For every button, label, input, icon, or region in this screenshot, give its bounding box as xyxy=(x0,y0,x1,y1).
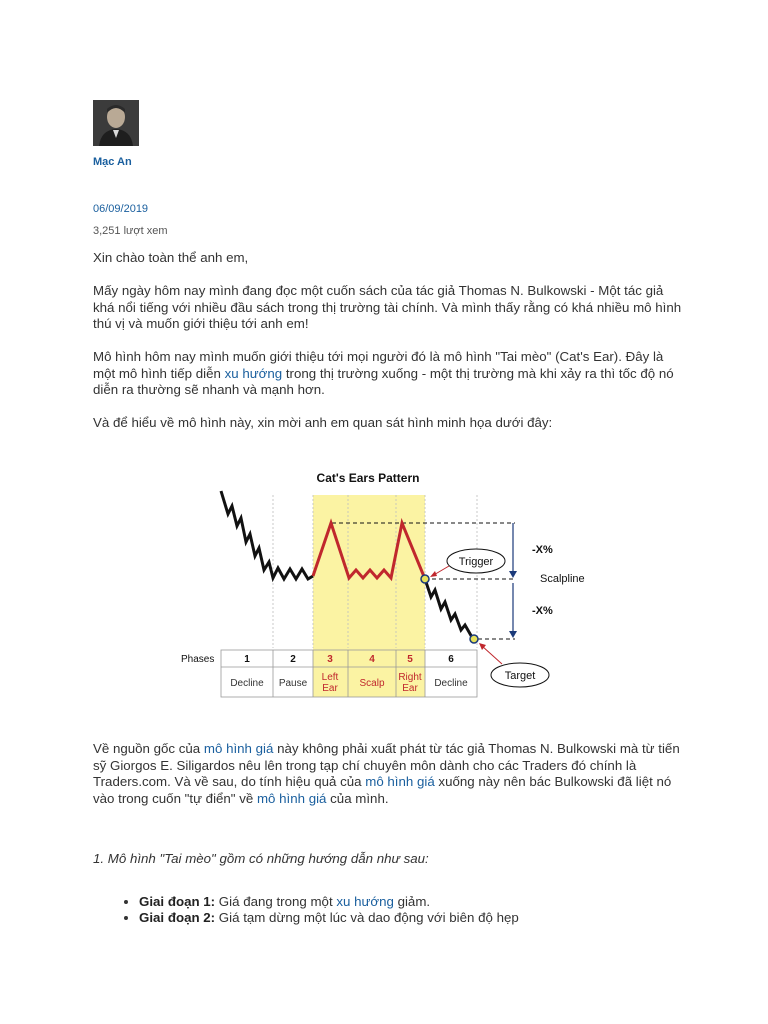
price-path-decline xyxy=(221,491,313,579)
trend-link[interactable]: xu hướng xyxy=(224,365,283,381)
price-path-breakdown xyxy=(425,579,473,639)
text: Mô hình hôm nay mình muốn giới thiệu tới mọi người đó là mô hình "Tai mèo" (Cat's Ear). Đây là một mô hình tiếp diễn xyxy=(93,349,664,381)
intro-paragraph: Mấy ngày hôm nay mình đang đọc một cuốn sách của tác giả Thomas N. Bulkowski - Một tác giả khá nổi tiếng với nhiều đầu sách trong thị trường tài chính. Và mình thấy rằng có khá nhiều mô hình thú vị và muốn giới thiệu tới anh em! xyxy=(93,283,682,331)
text: Về nguồn gốc của xyxy=(93,741,204,756)
scalpline-label: Scalpline xyxy=(540,573,585,585)
phases-row-label: Phases xyxy=(181,654,215,665)
price-pattern-link[interactable]: mô hình giá xyxy=(203,741,274,756)
step-label: Giai đoạn 1: xyxy=(139,894,216,909)
phase-name: Scalp xyxy=(359,678,385,689)
author-name-link[interactable]: Mạc An xyxy=(93,156,132,168)
list-item xyxy=(139,894,699,910)
phase-number: 3 xyxy=(327,654,333,665)
phase-name: Pause xyxy=(278,678,308,689)
text: này không phải xuất phát từ tác giả Thomas N. Bulkowski mà từ tiến sỹ Giorgos E. Siligardos nêu lên trong tạp chí chuyên môn dành cho các Traders đó chính là Traders.com. Và về sau, do tính hiệu quả của xyxy=(93,741,680,789)
phase-name xyxy=(322,672,339,694)
phase-name-line: Left xyxy=(321,672,339,683)
lower-percent-label: -X% xyxy=(532,605,553,617)
text: giảm. xyxy=(393,894,431,909)
view-count: 3,251 lượt xem xyxy=(93,225,168,237)
target-arrow xyxy=(482,646,502,664)
phase-number: 1 xyxy=(244,654,250,665)
trigger-arrowhead xyxy=(430,571,437,577)
text: xuống này nên bác Bulkowski đã liệt nó vào trong cuốn "tự điển" về xyxy=(93,774,672,806)
text: Giá đang trong một xyxy=(215,894,337,909)
figure-intro-paragraph: Và để hiểu về mô hình này, xin mời anh em quan sát hình minh họa dưới đây: xyxy=(93,415,553,430)
price-pattern-link[interactable]: mô hình giá xyxy=(256,790,327,806)
pattern-intro-paragraph xyxy=(93,349,683,399)
post-date: 06/09/2019 xyxy=(93,203,149,215)
phase-name: Decline xyxy=(434,678,468,689)
greeting-paragraph: Xin chào toàn thể anh em, xyxy=(93,250,249,265)
origin-paragraph xyxy=(93,741,683,807)
upper-arrowhead xyxy=(509,571,517,578)
step-label: Giai đoạn 2: xyxy=(139,910,216,925)
lower-arrowhead xyxy=(509,631,517,638)
target-label: Target xyxy=(504,670,536,682)
price-pattern-link[interactable]: mô hình giá xyxy=(365,774,435,789)
steps-list xyxy=(93,894,699,926)
text: trong thị trường xuống - một thị trường mà khi xảy ra thì tốc độ nó diễn ra thường sẽ nhanh và mạnh hơn. xyxy=(93,365,674,397)
trigger-label: Trigger xyxy=(458,556,494,568)
trigger-point xyxy=(421,575,429,583)
figure-title: Cat's Ears Pattern xyxy=(316,471,420,485)
phase-name-line: Right xyxy=(398,672,422,683)
author-avatar[interactable] xyxy=(93,100,139,146)
upper-percent-label: -X% xyxy=(532,544,553,556)
author-photo xyxy=(93,100,139,146)
section-heading: 1. Mô hình "Tai mèo" gồm có những hướng dẫn như sau: xyxy=(93,851,429,866)
phase-name-line: Ear xyxy=(402,683,418,694)
phase-number: 2 xyxy=(290,654,296,665)
phase-number: 5 xyxy=(407,654,413,665)
text: của mình. xyxy=(326,790,389,806)
trend-link[interactable]: xu hướng xyxy=(336,894,394,909)
text: Giá tạm dừng một lúc và dao động với biên độ hẹp xyxy=(215,910,519,925)
target-point xyxy=(470,635,478,643)
list-item xyxy=(139,910,699,926)
cats-ears-pattern-figure xyxy=(170,458,600,703)
phase-name-line: Ear xyxy=(322,683,338,694)
phase-name: Decline xyxy=(230,678,264,689)
phase-number: 6 xyxy=(448,654,454,665)
phase-number: 4 xyxy=(369,654,375,665)
